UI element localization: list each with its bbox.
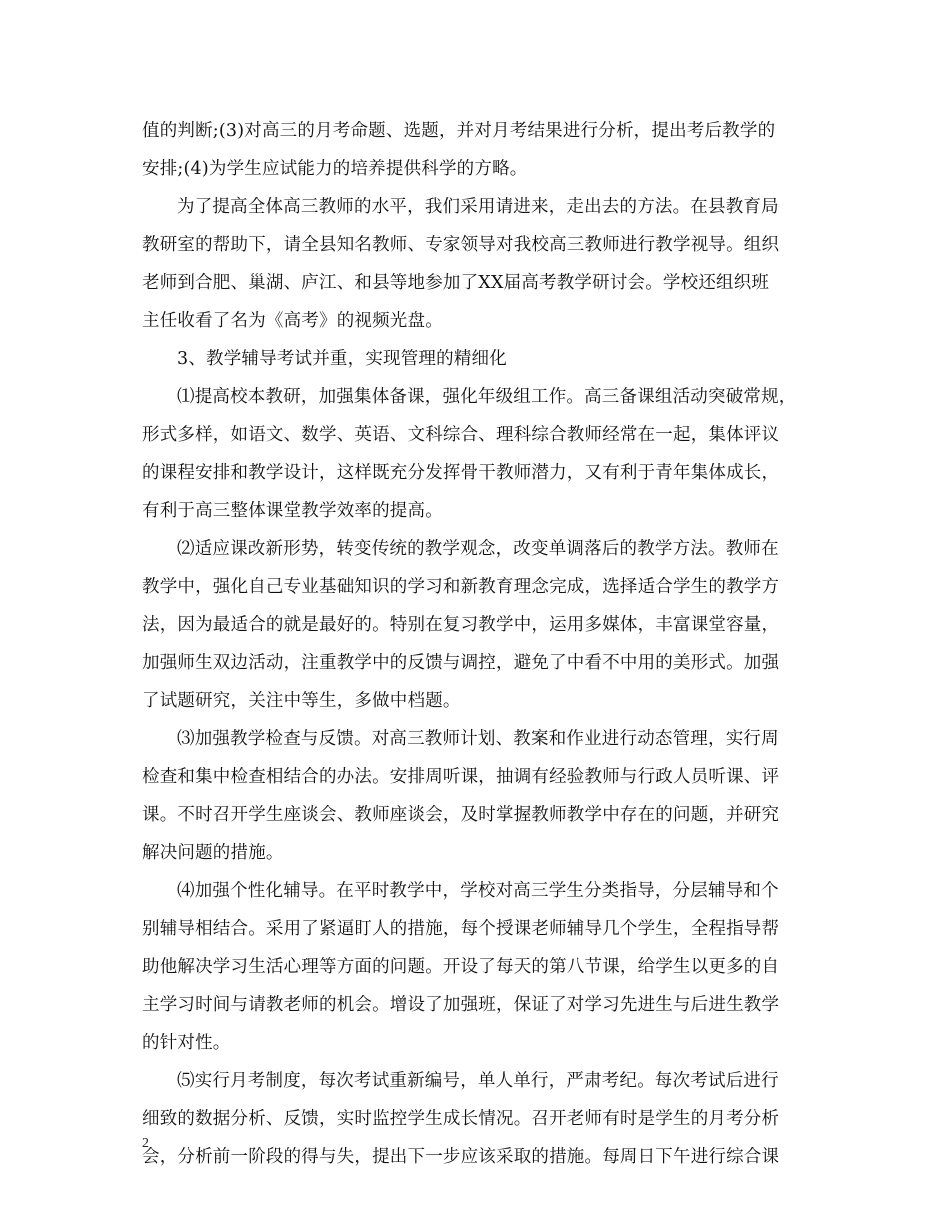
text-line: 有利于高三整体课堂教学效率的提高。 [142,501,443,521]
paragraph-first-line: ⑵适应课改新形势，转变传统的教学观念，改变单调落后的教学方法。教师在 [177,539,779,559]
text-line: 教研室的帮助下，请全县知名教师、专家领导对我校高三教师进行教学视导。组织 [142,235,780,255]
text-line: 教学中，强化自己专业基础知识的学习和新教育理念完成，选择适合学生的教学方 [142,577,780,597]
text-line: 值的判断;(3)对高三的月考命题、选题，并对月考结果进行分析，提出考后教学的 [142,121,776,141]
text-line: 了试题研究，关注中等生，多做中档题。 [142,691,461,711]
text-line: 主任收看了名为《高考》的视频光盘。 [142,311,443,331]
text-line: 助他解决学习生活心理等方面的问题。开设了每天的第八节课，给学生以更多的自 [142,957,780,977]
paragraph-first-line: ⑸实行月考制度，每次考试重新编号，单人单行，严肃考纪。每次考试后进行 [177,1071,779,1091]
text-line: 会，分析前一阶段的得与失，提出下一步应该采取的措施。每周日下午进行综合课 [142,1147,780,1167]
paragraph-first-line: ⑷加强个性化辅导。在平时教学中，学校对高三学生分类指导，分层辅导和个 [177,881,779,901]
text-line: 老师到合肥、巢湖、庐江、和县等地参加了XX届高考教学研讨会。学校还组织班 [142,273,770,293]
paragraph-first-line: ⑴提高校本教研，加强集体备课，强化年级组工作。高三备课组活动突破常规， [177,387,797,407]
page-number: 2 [142,1136,149,1151]
text-line: 课。不时召开学生座谈会、教师座谈会，及时掌握教师教学中存在的问题，并研究 [142,805,780,825]
text-line: 别辅导相结合。采用了紧逼盯人的措施，每个授课老师辅导几个学生，全程指导帮 [142,919,780,939]
text-line: 安排;(4)为学生应试能力的培养提供科学的方略。 [142,159,528,179]
text-line: 加强师生双边活动，注重教学中的反馈与调控，避免了中看不中用的美形式。加强 [142,653,780,673]
paragraph-first-line: 为了提高全体高三教师的水平，我们采用请进来，走出去的方法。在县教育局 [177,197,779,217]
text-line: 解决问题的措施。 [142,843,284,863]
text-line: 检查和集中检查相结合的办法。安排周听课，抽调有经验教师与行政人员听课、评 [142,767,780,787]
document-body [142,112,818,1176]
text-line: 法，因为最适合的就是最好的。特别在复习教学中，运用多媒体，丰富课堂容量， [142,615,780,635]
text-line: 的针对性。 [142,1033,231,1053]
section-heading: 3、教学辅导考试并重，实现管理的精细化 [177,349,507,369]
paragraph-first-line: ⑶加强教学检查与反馈。对高三教师计划、教案和作业进行动态管理，实行周 [177,729,779,749]
text-line: 主学习时间与请教老师的机会。增设了加强班，保证了对学习先进生与后进生教学 [142,995,780,1015]
text-line: 的课程安排和教学设计，这样既充分发挥骨干教师潜力，又有利于青年集体成长， [142,463,780,483]
text-line: 细致的数据分析、反馈，实时监控学生成长情况。召开老师有时是学生的月考分析 [142,1109,780,1129]
text-line: 形式多样，如语文、数学、英语、文科综合、理科综合教师经常在一起，集体评议 [142,425,780,445]
